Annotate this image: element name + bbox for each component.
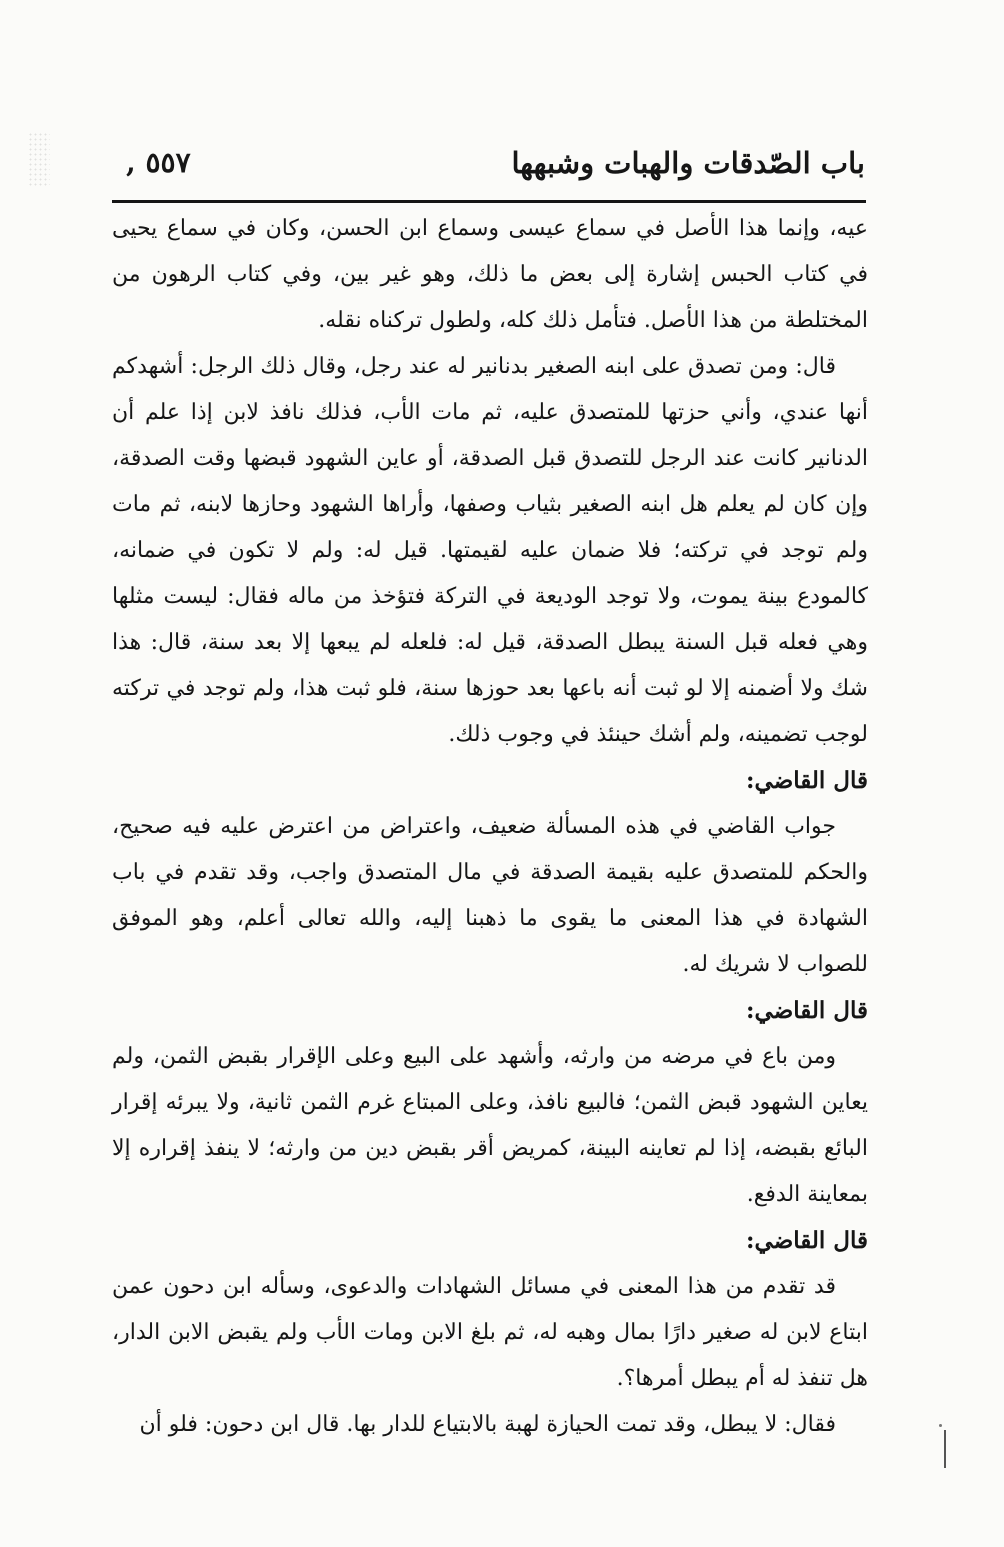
body-text [112,206,868,1448]
paragraph-continuation: عيه، وإنما هذا الأصل في سماع عيسى وسماع ابن الحسن، وكان في سماع يحيى في كتاب الحبس إشارة إلى بعض ما ذلك، وهو غير بين، وفي كتاب الرهون من المختلطة من هذا الأصل. فتأمل ذلك كله، ولطول تركناه نقله. [112,216,868,333]
header-rule [112,200,866,203]
chapter-title: باب الصّدقات والهبات وشبهها [511,146,865,180]
section-heading: قال القاضي: [746,1227,868,1254]
page-number: ٥٥٧ , [126,146,191,179]
scan-speck [28,132,50,188]
margin-dot [939,1424,942,1427]
paragraph: جواب القاضي في هذه المسألة ضعيف، واعتراض من اعترض عليه فيه صحيح، والحكم للمتصدق عليه بقيمة الصدقة في مال المتصدق واجب، وقد تقدم في باب الشهادة في هذا المعنى ما يقوى ما ذهبنا إليه، والله تعالى أعلم، وهو الموفق للصواب لا شريك له. [112,814,868,977]
section-heading: قال القاضي: [746,997,868,1024]
page-header [120,146,865,190]
paragraph: فقال: لا يبطل، وقد تمت الحيازة لهبة بالابتياع للدار بها. قال ابن دحون: فلو أن [139,1412,836,1437]
paragraph: قال: ومن تصدق على ابنه الصغير بدنانير له عند رجل، وقال ذلك الرجل: أشهدكم أنها عندي، وأني حزتها للمتصدق عليه، ثم مات الأب، فذلك نافذ لابن إذا علم أن الدنانير كانت عند الرجل للتصدق قبل الصدقة، أو عاين الشهود قبضها وقت الصدقة، وإن كان لم يعلم هل ابنه الصغير بثياب وصفها، وأراها الشهود وحازها لابنه، ثم مات ولم توجد في تركته؛ فلا ضمان عليه لقيمتها. قيل له: ولم لا تكون في ضمانه، كالمودع بينة يموت، ولا توجد الوديعة في التركة فتؤخذ من ماله فقال: ليست مثلها وهي فعله قبل السنة يبطل الصدقة، قيل له: فلعله لم يبعها إلا بعد سنة، قال: هذا شك ولا أضمنه إلا لو ثبت أنه باعها بعد حوزها سنة، فلو ثبت هذا، ولم توجد في تركته لوجب تضمينه، ولم أشك حينئذ في وجوب ذلك. [112,354,868,747]
section-heading: قال القاضي: [746,767,868,794]
paragraph: ومن باع في مرضه من وارثه، وأشهد على البيع وعلى الإقرار بقبض الثمن، ولم يعاين الشهود قبض الثمن؛ فالبيع نافذ، وعلى المبتاع غرم الثمن ثانية، ولا يبرئه إقرار البائع بقبضه، إذا لم تعاينه البينة، كمريض أقر بقبض دين من وارثه؛ لا ينفذ إقراره إلا بمعاينة الدفع. [112,1044,868,1207]
paragraph: قد تقدم من هذا المعنى في مسائل الشهادات والدعوى، وسأله ابن دحون عمن ابتاع لابن له صغير دارًا بمال وهبه له، ثم بلغ الابن ومات الأب ولم يقبض الابن الدار، هل تنفذ له أم يبطل أمرها؟. [112,1274,868,1391]
margin-mark [944,1430,946,1468]
